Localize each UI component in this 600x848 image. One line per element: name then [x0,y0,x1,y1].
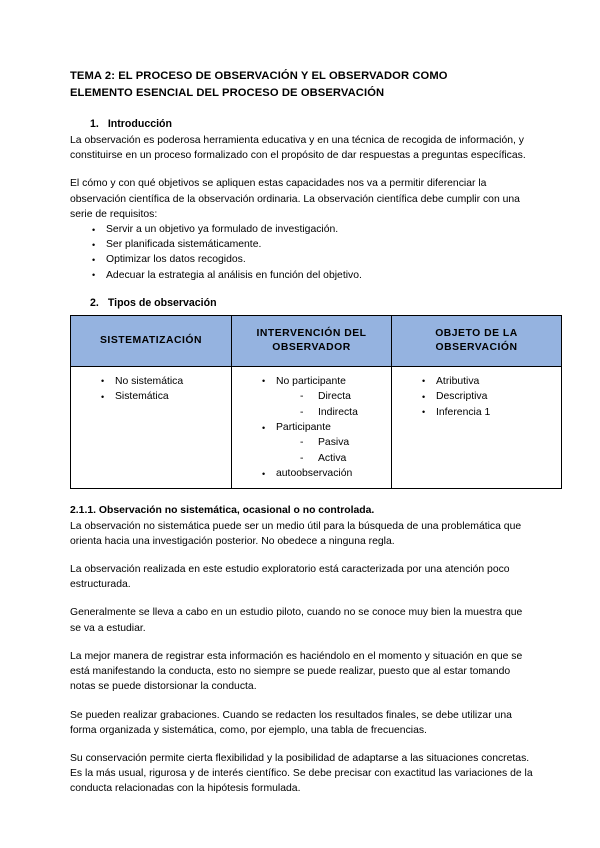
list-item: • Servir a un objetivo ya formulado de investigación. [92,222,534,237]
list-item [262,466,385,481]
table-row [71,366,562,488]
paragraph-ns-2: La observación realizada en este estudio exploratorio está caracterizada por una atención poco estructurada. [70,564,510,591]
list-item-label: Descriptiva [436,391,488,403]
section-heading-introduccion [70,117,534,132]
intervencion-list [238,374,385,482]
sub-list-item: - Indirecta [300,405,385,420]
table-header-cell-sistematizacion: SISTEMATIZACIÓN [71,315,232,366]
intervencion-sublist-participante [276,435,385,466]
subsection-heading-no-sistematica: 2.1.1. Observación no sistemática, ocasional o no controlada. [70,504,375,516]
list-item [262,374,385,420]
table-body [71,366,562,488]
list-item-label: No sistemática [115,375,184,387]
document-title-line-1: TEMA 2: EL PROCESO DE OBSERVACIÓN Y EL OBSERVADOR COMO [70,70,448,82]
table-header-row [71,315,562,366]
paragraph-intro-1: La observación es poderosa herramienta educativa y en una técnica de recogida de información, y constituirse en un proceso formalizado con el propósito de dar respuestas a preguntas específicas. [70,135,526,162]
list-item-label: No participante [276,375,346,387]
paragraph-ns-1: La observación no sistemática puede ser un medio útil para la búsqueda de una problemática que orienta hacia una investigación posterior. No obedece a ninguna regla. [70,520,522,547]
sub-list-item: - Activa [300,451,385,466]
list-item [422,389,555,404]
list-item: • Optimizar los datos recogidos. [92,252,534,267]
list-item [101,374,225,389]
table-cell-objeto [392,366,562,488]
document-title [70,68,534,101]
section-number-tipos: 2. [90,296,99,309]
list-item-label: Sistemática [115,391,169,403]
requisitos-list [70,222,534,283]
paragraph-ns-5: Se pueden realizar grabaciones. Cuando se redacten los resultados finales, se debe utilizar una forma organizada y sistemática, como, por ejemplo, una tabla de frecuencias. [70,709,512,736]
section-title-tipos: Tipos de observación [107,296,217,309]
sub-list-item: - Pasiva [300,435,385,450]
paragraph-intro-2: El cómo y con qué objetivos se apliquen estas capacidades nos va a permitir diferenciar la observación científica de la observación ordinaria. La observación científica debe cumplir con una serie de requisitos: [70,178,520,220]
document-title-line-2: ELEMENTO ESENCIAL DEL PROCESO DE OBSERVACIÓN [70,86,385,99]
table-cell-intervencion [232,366,392,488]
list-item [422,374,555,389]
paragraph-ns-6: Su conservación permite cierta flexibilidad y la posibilidad de adaptarse a las situaciones concretas. Es la más usual, rigurosa y de interés científico. Se debe precisar con exactitud las variaciones de la conducta relacionadas con la hipótesis formulada. [70,752,533,795]
section-number-introduccion: 1. [90,118,99,130]
list-item: • Ser planificada sistemáticamente. [92,237,534,252]
table-header [71,315,562,366]
list-item-label: Inferencia 1 [436,406,491,418]
list-item [101,389,225,404]
table-header-cell-intervencion: INTERVENCIÓN DEL OBSERVADOR [232,315,392,366]
section-heading-tipos [70,296,534,311]
list-item [422,405,555,420]
list-item-label: Atributiva [436,375,480,387]
objeto-list [398,374,555,420]
list-item: • Adecuar la estrategia al análisis en función del objetivo. [92,268,534,283]
sistematizacion-list [77,374,225,405]
list-item-label: autoobservación [276,468,353,480]
sub-list-item: - Directa [300,389,385,404]
list-item-label: Participante [276,422,331,434]
table-header-cell-objeto: OBJETO DE LA OBSERVACIÓN [392,315,562,366]
table-cell-sistematizacion [71,366,232,488]
paragraph-ns-3: Generalmente se lleva a cabo en un estudio piloto, cuando no se conoce muy bien la muestra que se va a estudiar. [70,607,523,634]
tipos-observacion-table [70,315,562,489]
intervencion-sublist-no-participante [276,389,385,420]
paragraph-ns-4: La mejor manera de registrar esta información es haciéndolo en el momento y situación en que se está manifestando la conducta, esto no siempre se puede realizar, puesto que al estar tomando notas se puede distorsionar la conducta. [70,650,523,693]
list-item [262,420,385,466]
section-title-introduccion: Introducción [107,118,172,130]
